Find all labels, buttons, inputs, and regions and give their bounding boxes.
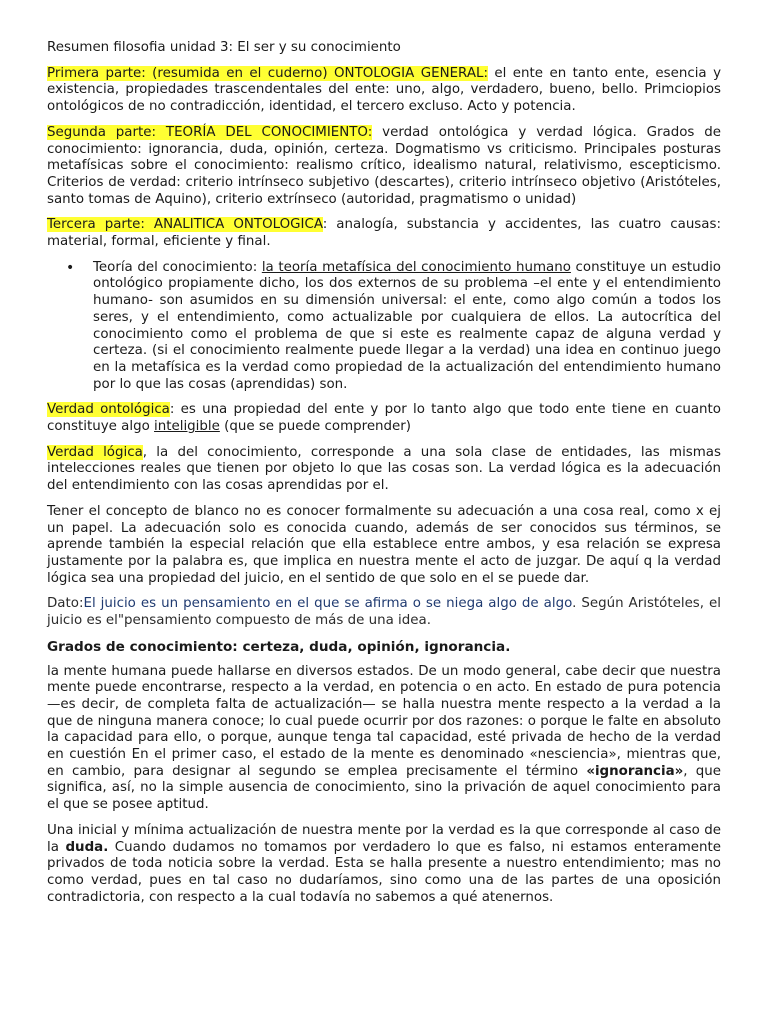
duda-text-after: Cuando dudamos no tomamos por verdadero lo que es falso, ni estamos enteramente privados de toda noticia sobre la verdad. Esta se halla presente a nuestro entendimiento; mas no como verdad, pues en tal caso no dudaríamos, sino como una de las partes de una oposición contradictoria, con respecto a la cual todavía no sabemos a qué atenernos. — [47, 839, 721, 905]
bullet1-prefix: Teoría del conocimiento: — [93, 259, 262, 275]
dato-definition: El juicio es un pensamiento en el que se afirma o se niega algo de algo — [83, 596, 573, 612]
part2-text: verdad ontológica y verdad lógica. Grados de conocimiento: ignorancia, duda, opinión, certeza. Dogmatismo vs criticismo. Principales posturas metafísicas sobre el conocimiento: realismo crítico, idealismo natural, relativismo, escepticismo. Criterios de verdad: criterio intrínseco subjetivo (descartes), criterio intrínseco objetivo (Aristóteles, santo tomas de Aquino), criterio extrínseco (autoridad, pragmatismo o unidad) — [47, 124, 722, 207]
paragraph-blanco: Tener el concepto de blanco no es conocer formalmente su adecuación a una cosa real, como x ej un papel. La adecuación solo es conocida cuando, además de ser conocidos sus términos, se aprende también la especial relación que ella establece entre ambos, y esa relación se expresa justamente por la palabra es, que implica en nuestra mente el acto de juzgar. De aquí q la verdad lógica sea una propiedad del juicio, en el sentido de que solo en el se puede dar. — [47, 503, 721, 586]
bullet1-text: constituye un estudio ontológico propiamente dicho, los dos externos de su problema –el ente y el entendimiento humano- son asumidos en su dimensión universal: el ente, como algo común a todos los seres, y el entendimiento, como actualizable por cualquiera de ellos. La autocrítica del conocimiento como el problema de que si este es realmente capaz de alguna verdad y certeza. (si el conocimiento realmente puede llegar a la verdad) una idea en continuo juego en la metafísica es la verdad como propiedad de la actualización del entendimiento humano por lo que las cosas (aprendidas) son. — [93, 259, 721, 392]
bullet-list — [47, 260, 721, 394]
verdad-ontologica-text: : es una propiedad del ente y por lo tanto algo que todo ente tiene en cuanto constituye algo — [47, 402, 721, 435]
mente-text: la mente humana puede hallarse en diversos estados. De un modo general, cabe decir que nuestra mente puede encontrarse, respecto a la verdad, en potencia o en acto. En estado de pura potencia —es decir, de completa falta de actualización— se halla nuestra mente respecto a la verdad a la que de ninguna manera conoce; lo cual puede ocurrir por dos razones: o porque le falte en absoluto la capacidad para ello, o porque, aunque tenga tal capacidad, esté privada de hecho de la verdad en cuestión En el primer caso, el estado de la mente es denominado «nesciencia», mientras que, en cambio, para designar al segundo se emplea precisamente el término — [47, 663, 721, 779]
duda-text: Una inicial y mínima actualización de nuestra mente por la verdad es la que corresponde al caso de la — [47, 822, 721, 855]
verdad-ontologica-text-after: (que se puede comprender) — [219, 419, 412, 435]
dato-prefix: Dato: — [47, 596, 84, 612]
ignorancia-bold: «ignorancia» — [586, 763, 684, 779]
paragraph-verdad-ontologica — [47, 402, 721, 435]
paragraph-part3 — [47, 217, 721, 250]
part1-text: el ente en tanto ente, esencia y existencia, propiedades trascendentales del ente: uno, algo, verdadero, bueno, bello. Primciopios ontológicos de no contradicción, identidad, el tercero excluso. Acto y potencia. — [47, 65, 721, 115]
duda-bold: duda. — [65, 839, 109, 855]
grados-heading: Grados de conocimiento: certeza, duda, opinión, ignorancia. — [47, 638, 511, 655]
paragraph-dato — [47, 596, 721, 629]
part3-label: Tercera parte: ANALITICA ONTOLOGICA — [47, 217, 323, 233]
paragraph-part2 — [47, 125, 721, 209]
paragraph-mente — [47, 664, 721, 814]
part2-label: Segunda parte: TEORÍA DEL CONOCIMIENTO: — [47, 124, 373, 140]
bullet1-underlined: la teoría metafísica del conocimiento humano — [261, 259, 571, 275]
verdad-logica-label: Verdad lógica — [47, 444, 143, 460]
mente-text-after: , que significa, así, no la simple ausencia de conocimiento, sino la privación de aquel conocimiento para el que se posee aptitud. — [47, 763, 721, 813]
document-title: Resumen filosofia unidad 3: El ser y su conocimiento — [47, 40, 401, 55]
paragraph-part1 — [47, 66, 721, 116]
list-item — [93, 260, 721, 394]
part1-label: Primera parte: (resumida en el cuderno) ONTOLOGIA GENERAL: — [47, 65, 488, 81]
inteligible-underlined: inteligible — [154, 419, 220, 435]
verdad-logica-text: , la del conocimiento, corresponde a una sola clase de entidades, las mismas intelecciones reales que tienen por objeto lo que las cosas son. La verdad lógica es la adecuación del entendimiento con las cosas aprendidas por el. — [47, 444, 721, 494]
dato-rest: . Según Aristóteles, el juicio es el"pensamiento compuesto de más de una idea. — [47, 596, 722, 629]
verdad-ontologica-label: Verdad ontológica — [47, 402, 170, 418]
part3-text: : analogía, substancia y accidentes, las cuatro causas: material, formal, eficiente y final. — [47, 217, 721, 250]
paragraph-duda — [47, 823, 721, 907]
paragraph-verdad-logica — [47, 445, 721, 495]
